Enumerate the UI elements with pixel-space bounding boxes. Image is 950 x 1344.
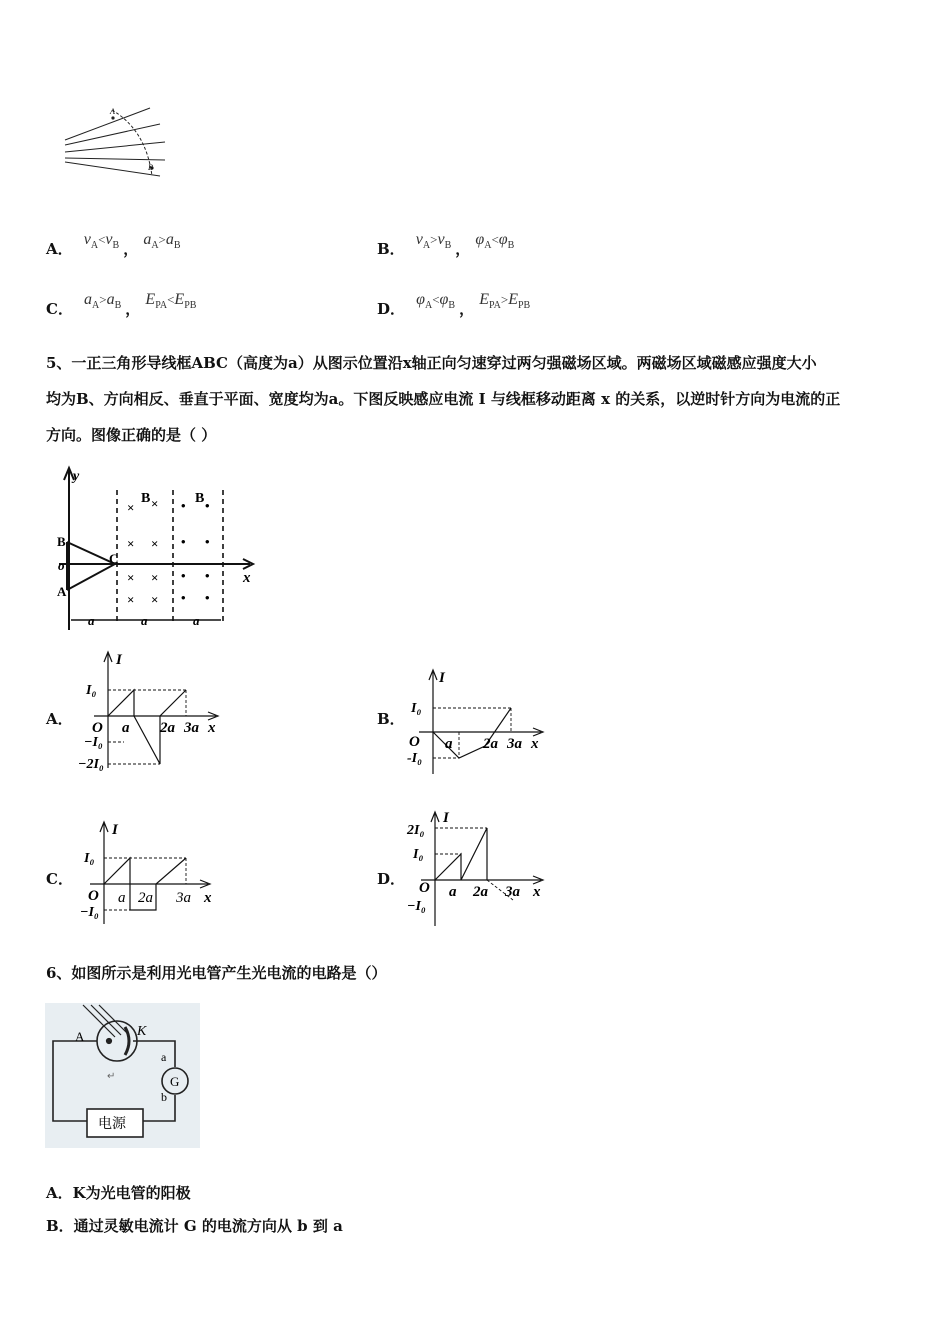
vertex-a-label: A bbox=[57, 584, 67, 599]
cross-mark: × bbox=[151, 592, 159, 607]
q4-option-b[interactable]: B． $v_A>v_B$ ， $\varphi_A<\varphi_B$ bbox=[377, 231, 515, 258]
q4-option-d[interactable]: D． $\varphi_A<\varphi_B$ ， $E_{PA}>E_{PB}$ bbox=[377, 291, 531, 318]
q6-option-b[interactable]: B．通过灵敏电流计 G 的电流方向从 b 到 a bbox=[46, 1217, 343, 1235]
terminal-b-label: b bbox=[161, 1090, 167, 1104]
q6-circuit-figure bbox=[45, 1003, 200, 1148]
y-tick-label: −I₀ bbox=[407, 899, 426, 914]
dot-mark: • bbox=[181, 568, 186, 583]
dot-mark: • bbox=[205, 534, 210, 549]
y-axis-label: y bbox=[73, 469, 80, 484]
q5-option-d-label[interactable]: D． bbox=[377, 870, 406, 888]
axis-x-label: x bbox=[208, 720, 216, 736]
q5-option-b-graph[interactable] bbox=[405, 666, 555, 776]
cross-mark: × bbox=[127, 592, 135, 607]
terminal-a-label: a bbox=[161, 1050, 167, 1064]
origin-label: O bbox=[92, 720, 103, 736]
triangle-abc bbox=[67, 542, 115, 590]
width-label: a bbox=[88, 613, 95, 628]
option-label: A． bbox=[46, 240, 73, 258]
tick-label: a bbox=[122, 720, 130, 736]
q5-option-d-graph[interactable] bbox=[405, 808, 555, 930]
point-a-label: A bbox=[110, 107, 115, 116]
y-tick-label: I₀ bbox=[84, 851, 95, 866]
width-label: a bbox=[193, 613, 200, 628]
cross-mark: × bbox=[127, 536, 135, 551]
axis-i-label: I bbox=[443, 810, 449, 826]
q6-option-a[interactable]: A．K为光电管的阳极 bbox=[46, 1184, 191, 1202]
point-b-label: B bbox=[148, 163, 153, 172]
tick-label: 2a bbox=[138, 890, 153, 906]
q5-stem-line-3: 方向。图像正确的是（ ） bbox=[46, 426, 217, 444]
field1-label: B bbox=[141, 491, 151, 506]
field2-label: B bbox=[195, 491, 205, 506]
paragraph-mark: ↵ bbox=[107, 1071, 116, 1082]
q5-option-c-label[interactable]: C． bbox=[46, 870, 73, 888]
cathode-label: K bbox=[137, 1024, 147, 1039]
y-tick-label: I₀ bbox=[413, 847, 424, 862]
option-label: B． bbox=[377, 240, 405, 258]
galvanometer-label: G bbox=[170, 1074, 180, 1089]
tick-label: 3a bbox=[507, 736, 522, 752]
axis-x-label: x bbox=[533, 884, 541, 900]
origin-label: O bbox=[419, 880, 430, 896]
q4-option-c[interactable]: C． $a_A>a_B$ ， $E_{PA}<E_{PB}$ bbox=[46, 291, 197, 318]
tick-label: 3a bbox=[184, 720, 199, 736]
y-tick-label: −I₀ bbox=[84, 735, 103, 750]
q5-option-a-graph[interactable] bbox=[78, 648, 234, 773]
y-tick-label: I₀ bbox=[86, 683, 97, 698]
dot-mark: • bbox=[181, 590, 186, 605]
dot-mark: • bbox=[205, 568, 210, 583]
y-tick-label: 2I₀ bbox=[407, 823, 425, 838]
cross-mark: × bbox=[151, 536, 159, 551]
y-tick-label: −I₀ bbox=[80, 905, 99, 920]
axis-i-label: I bbox=[116, 652, 122, 668]
tick-label: 3a bbox=[505, 884, 520, 900]
axis-i-label: I bbox=[439, 670, 445, 686]
q5-option-a-label[interactable]: A． bbox=[46, 710, 73, 728]
q5-stem-line-1: 5、一正三角形导线框ABC（高度为a）从图示位置沿x轴正向匀速穿过两匀强磁场区域。两磁场区域磁感应强度大小 bbox=[46, 354, 817, 372]
tick-label: a bbox=[445, 736, 453, 752]
axis-x-label: x bbox=[531, 736, 539, 752]
field-line bbox=[65, 158, 165, 160]
dot-mark: • bbox=[205, 498, 210, 513]
dot-mark: • bbox=[181, 534, 186, 549]
q5-stem-line-2: 均为B、方向相反、垂直于平面、宽度均为a。下图反映感应电流 I 与线框移动距离 x 的关系，以逆时针方向为电流的正 bbox=[46, 390, 841, 408]
x-axis-label: x bbox=[243, 570, 251, 586]
origin-label: o bbox=[58, 558, 65, 573]
vertex-c-label: C bbox=[109, 551, 119, 566]
tick-label: 2a bbox=[473, 884, 488, 900]
axis-x-label: x bbox=[204, 890, 212, 906]
origin-label: O bbox=[88, 888, 99, 904]
tick-label: a bbox=[118, 890, 126, 906]
q5-stem bbox=[46, 345, 916, 453]
tick-label: 2a bbox=[160, 720, 175, 736]
field-line bbox=[65, 142, 165, 152]
cross-mark: × bbox=[127, 500, 135, 515]
field-line bbox=[65, 162, 160, 176]
q5-option-c-graph[interactable] bbox=[80, 818, 229, 928]
width-label: a bbox=[141, 613, 148, 628]
q4-field-figure bbox=[60, 100, 170, 180]
vertex-b-label: B bbox=[57, 534, 66, 549]
tick-label: 3a bbox=[176, 890, 191, 906]
power-source-label: 电源 bbox=[98, 1117, 126, 1132]
origin-label: O bbox=[409, 734, 420, 750]
cross-mark: × bbox=[151, 570, 159, 585]
option-label: D． bbox=[377, 300, 406, 318]
cross-mark: × bbox=[151, 496, 159, 511]
q4-option-a[interactable]: A． $v_A<v_B$ ， $a_A>a_B$ bbox=[46, 231, 181, 258]
dot-mark: • bbox=[205, 590, 210, 605]
axis-i-label: I bbox=[112, 822, 118, 838]
q5-option-b-label[interactable]: B． bbox=[377, 710, 405, 728]
option-label: C． bbox=[46, 300, 73, 318]
y-tick-label: I₀ bbox=[411, 701, 422, 716]
tick-label: 2a bbox=[483, 736, 498, 752]
tick-label: a bbox=[449, 884, 457, 900]
dot-mark: • bbox=[181, 498, 186, 513]
anode-label: A bbox=[75, 1029, 85, 1044]
y-tick-label: −2I₀ bbox=[78, 757, 104, 772]
q5-field-figure bbox=[55, 462, 265, 634]
cross-mark: × bbox=[127, 570, 135, 585]
y-tick-label: -I₀ bbox=[407, 751, 422, 766]
q6-stem: 6、如图所示是利用光电管产生光电流的电路是（） bbox=[46, 964, 387, 982]
